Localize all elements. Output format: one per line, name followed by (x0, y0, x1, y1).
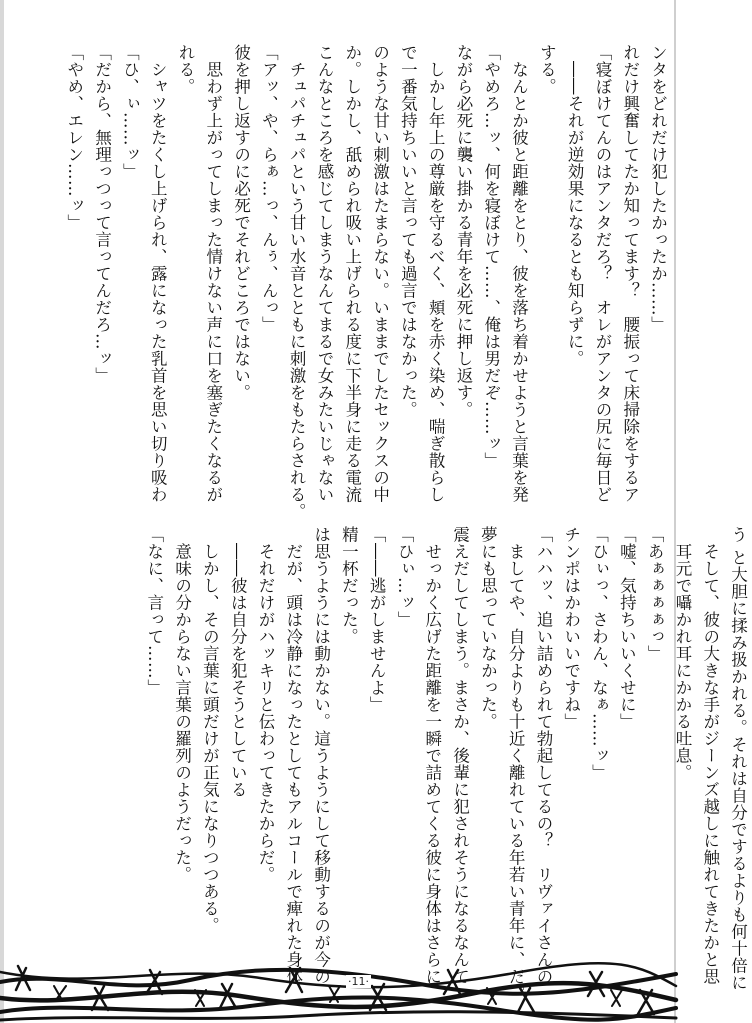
text-line: 「だから、無理っつって言ってんだろ…ッ」 (92, 44, 112, 384)
page-number: ·11· (348, 975, 369, 988)
text-line: 精一杯だった。 (339, 526, 359, 645)
text-line: 「アッ、や、らぁ…っ、んぅ、んっ」 (259, 44, 279, 333)
text-line: 「ひぃっ、さわん、なぁ……ッ」 (589, 526, 609, 781)
text-line: 彼を押し返すのに必死でそれどころではない。 (231, 44, 251, 401)
text-line: チンポはかわいいですね」 (561, 526, 581, 730)
text-line: ――彼は自分を犯そうとしている (228, 526, 248, 798)
text-line: せっかく広げた距離を一瞬で詰めてくる彼に身体はさらに (422, 526, 442, 985)
text-line: れだけ興奮してたか知ってます？ 腰振って床掃除をするア (620, 44, 640, 503)
text-line: は思うようには動かない。這うようにして移動するのが今の (311, 526, 331, 985)
text-line: チュパチュパという甘い水音とともに刺激をもたらされる。 (287, 44, 307, 520)
text-line: 耳元で囁かれ耳にかかる吐息。 (672, 526, 692, 781)
text-line: そして、彼の大きな手がジーンズ越しに触れてきたかと思 (700, 526, 720, 985)
text-line: 「寝ぼけてんのはアンタだろ？ オレがアンタの尻に毎日ど (592, 44, 612, 503)
text-line: こんなところを感じてしまうなんてまるで女みたいじゃない (314, 44, 334, 503)
text-line: 「ひ、ぃ……ッ」 (120, 44, 140, 180)
text-line: 「――逃がしませんよ」 (367, 526, 387, 713)
text-line: それだけがハッキリと伝わってきたからだ。 (255, 526, 275, 883)
text-line: か。しかし、舐められ吸い上げられる度に下半身に走る電流 (342, 44, 362, 503)
text-line: 「やめろ…ッ、何を寝ぼけて……、俺は男だぞ……ッ」 (481, 44, 501, 469)
text-line: しかし、その言葉に頭だけが正気になりつつある。 (200, 526, 220, 934)
text-line: 「やめ、エレン……ッ」 (64, 44, 84, 231)
barbed-wire-border (0, 960, 676, 1023)
text-line: しかし年上の尊厳を守るべく、頬を赤く染め、喘ぎ散らし (426, 44, 446, 503)
text-line: だが、頭は冷静になったとしてもアルコールで痺れた身体 (283, 526, 303, 985)
text-line: 震えだしてしまう。まさか、後輩に犯されそうになるなんて (450, 526, 470, 985)
text-line: 「嘘、気持ちいいくせに」 (617, 526, 637, 730)
text-line: ンタをどれだけ犯したかったか……」 (648, 44, 668, 333)
text-line: ながら必死に襲い掛かる青年を必死に押し返す。 (453, 44, 473, 418)
text-line: 夢にも思っていなかった。 (478, 526, 498, 730)
text-line: 思わず上がってしまった情けない声に口を塞ぎたくなるが (203, 44, 223, 503)
text-line: 「あぁぁぁぁっ」 (645, 526, 665, 662)
text-line: 「ハハッ、追い詰められて勃起してるの？ リヴァイさんの (533, 526, 553, 985)
text-line: 「ひぃ…ッ」 (394, 526, 414, 628)
text-block-top (60, 44, 672, 520)
text-line: れる。 (175, 44, 195, 95)
text-line: 意味の分からない言葉の羅列のようだった。 (172, 526, 192, 883)
text-line: する。 (537, 44, 557, 95)
text-line: のような甘い刺激はたまらない。いままでしたセックスの中 (370, 44, 390, 503)
page-edge-left (0, 0, 4, 1023)
text-line: ましてや、自分よりも十近く離れている年若い青年に、だ。 (506, 526, 526, 1002)
text-line: で一番気持ちいいと言っても過言ではなかった。 (398, 44, 418, 418)
text-line: 「なに、言って……」 (144, 526, 164, 696)
text-line: ――それが逆効果になるとも知らずに。 (565, 44, 585, 367)
text-line: シャツをたくし上げられ、露になった乳首を思い切り吸わ (148, 44, 168, 503)
text-line: う と大胆に揉み扱かれる。それは自分でするよりも何十倍に (728, 526, 748, 991)
text-line: なんとか彼と距離をとり、彼を落ち着かせようと言葉を発 (509, 44, 529, 503)
